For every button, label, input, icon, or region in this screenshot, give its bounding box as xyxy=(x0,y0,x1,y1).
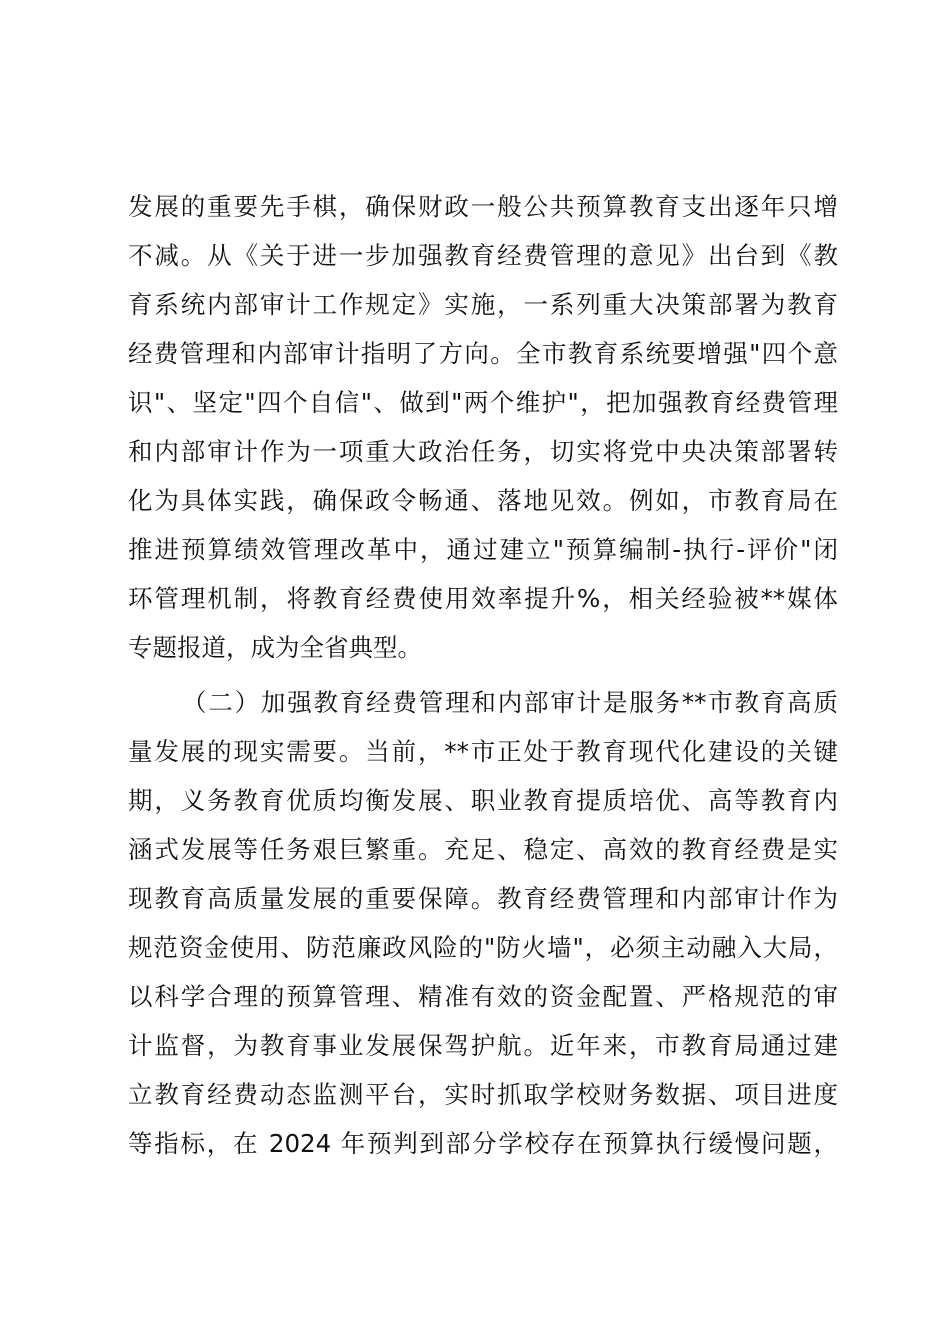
paragraph-line: 期，义务教育优质均衡发展、职业教育提质培优、高等教育内 xyxy=(128,786,838,815)
paragraph-line: 专题报道，成为全省典型。 xyxy=(128,633,422,662)
paragraph-line: 等指标，在 2024 年预判到部分学校存在预算执行缓慢问题， xyxy=(128,1129,838,1158)
paragraph-line: 化为具体实践，确保政令畅通、落地见效。例如，市教育局在 xyxy=(128,486,838,515)
paragraph-line: 推进预算绩效管理改革中，通过建立"预算编制-执行-评价"闭 xyxy=(128,535,838,564)
paragraph-line: 现教育高质量发展的重要保障。教育经费管理和内部审计作为 xyxy=(128,884,838,913)
paragraph-line: 经费管理和内部审计指明了方向。全市教育系统要增强"四个意 xyxy=(128,339,838,368)
section-heading-line: （二）加强教育经费管理和内部审计是服务**市教育高质 xyxy=(182,688,838,717)
paragraph-line: 量发展的现实需要。当前，**市正处于教育现代化建设的关键 xyxy=(128,737,838,766)
paragraph-line: 不减。从《关于进一步加强教育经费管理的意见》出台到《教 xyxy=(128,241,838,270)
paragraph-line: 和内部审计作为一项重大政治任务，切实将党中央决策部署转 xyxy=(128,437,838,466)
paragraph-line: 立教育经费动态监测平台，实时抓取学校财务数据、项目进度 xyxy=(128,1080,838,1109)
paragraph-line: 发展的重要先手棋，确保财政一般公共预算教育支出逐年只增 xyxy=(128,192,838,221)
paragraph-line: 育系统内部审计工作规定》实施，一系列重大决策部署为教育 xyxy=(128,290,838,319)
paragraph-line: 规范资金使用、防范廉政风险的"防火墙"，必须主动融入大局， xyxy=(128,933,838,962)
paragraph-line: 涵式发展等任务艰巨繁重。充足、稳定、高效的教育经费是实 xyxy=(128,835,838,864)
paragraph-line: 识"、坚定"四个自信"、做到"两个维护"，把加强教育经费管理 xyxy=(128,388,838,417)
paragraph-line: 以科学合理的预算管理、精准有效的资金配置、严格规范的审 xyxy=(128,982,838,1011)
paragraph-line: 环管理机制，将教育经费使用效率提升%，相关经验被**媒体 xyxy=(128,584,838,613)
paragraph-line: 计监督，为教育事业发展保驾护航。近年来，市教育局通过建 xyxy=(128,1031,838,1060)
